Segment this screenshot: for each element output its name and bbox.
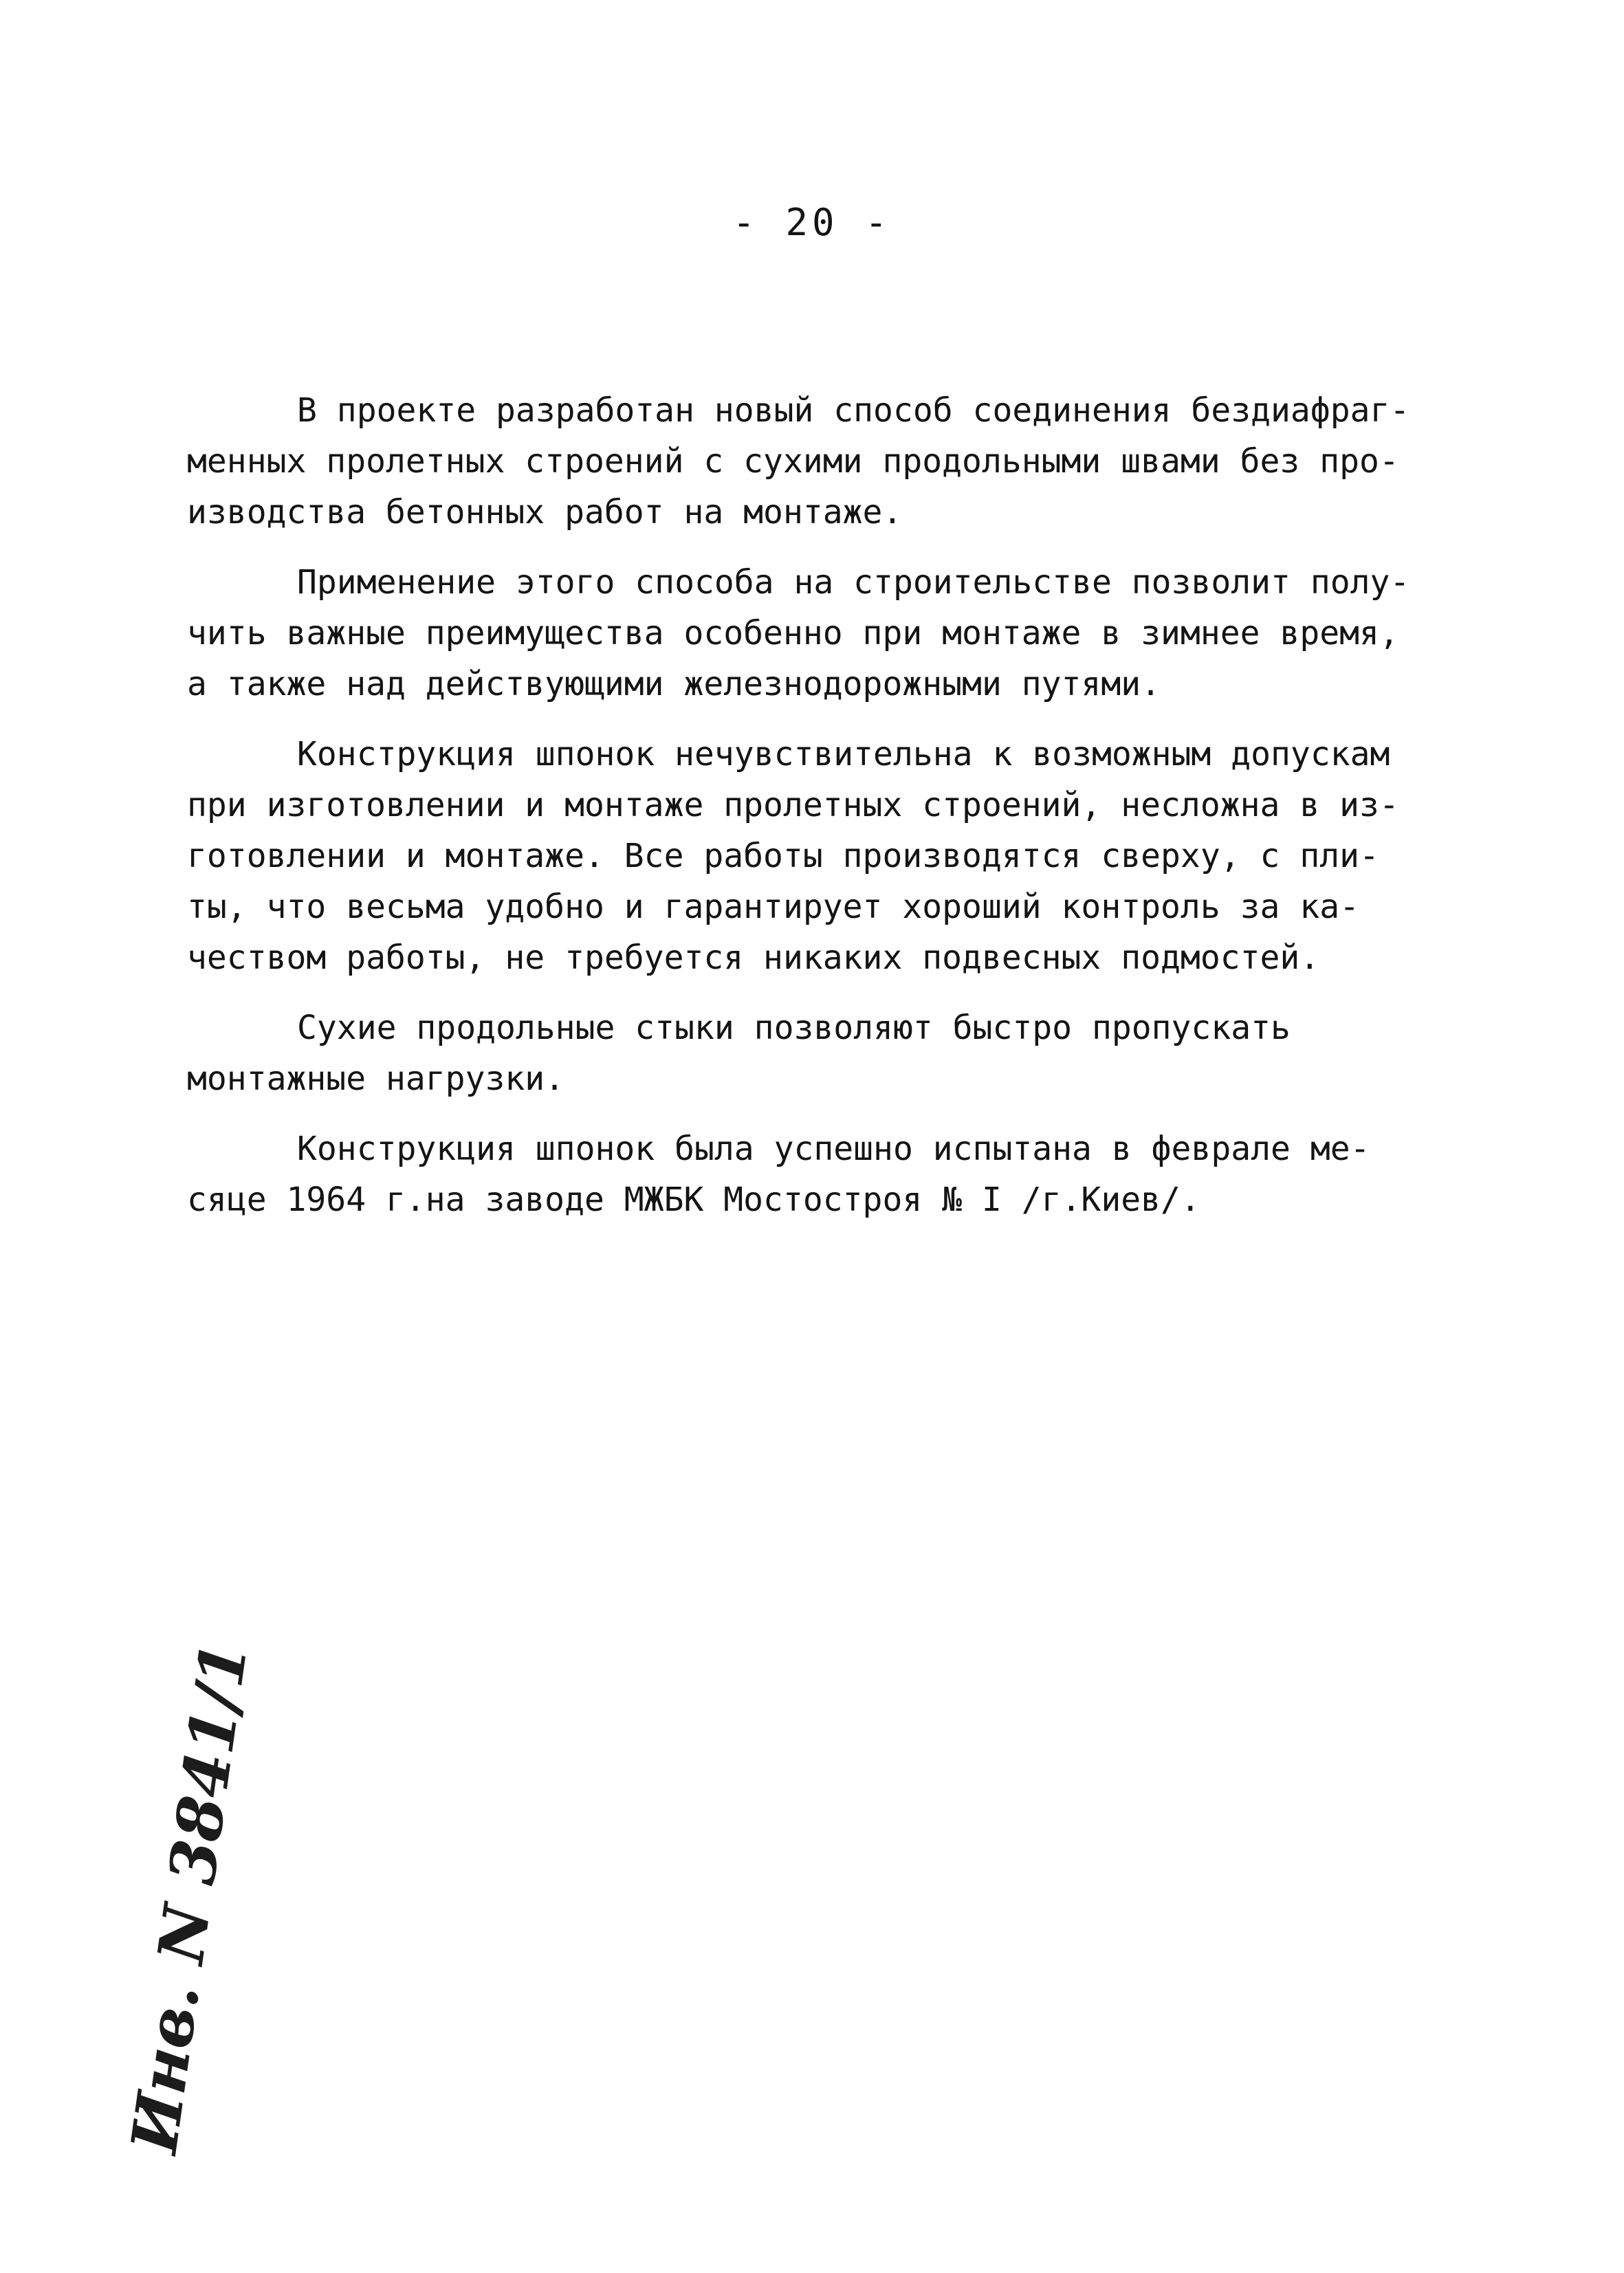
text-line: ты, что весьма удобно и гарантирует хороший контроль за ка-: [187, 888, 1360, 926]
paragraph-5: [187, 1123, 1514, 1225]
text-line: монтажные нагрузки.: [187, 1059, 565, 1098]
text-line: готовлении и монтаже. Все работы производятся сверху, с пли-: [187, 837, 1379, 875]
text-line: чеством работы, не требуется никаких подвесных подмостей.: [187, 938, 1320, 977]
text-line: а также над действующими железнодорожными путями.: [187, 665, 1161, 703]
paragraph-3: [187, 729, 1514, 983]
text-line: В проекте разработан новый способ соединения бездиафраг-: [297, 391, 1410, 430]
paragraph-4: [187, 1002, 1514, 1104]
text-line: Применение этого способа на строительстве позволит полу-: [297, 563, 1410, 602]
text-line: менных пролетных строений с сухими продольными швами без про-: [187, 442, 1399, 481]
text-line: Конструкция шпонок нечувствительна к возможным допускам: [297, 735, 1390, 773]
inventory-number-text: Инв. N 3841/1: [116, 1638, 262, 2158]
inventory-stamp: [107, 1638, 262, 2166]
text-line: при изготовлении и монтаже пролетных строений, несложна в из-: [187, 786, 1399, 824]
document-body: [187, 385, 1514, 1244]
handwritten-inventory-mark: [107, 1638, 262, 2166]
text-line: изводства бетонных работ на монтаже.: [187, 493, 903, 531]
text-line: сяце 1964 г.на заводе МЖБК Мостостроя № I /г.Киев/.: [187, 1181, 1200, 1219]
paragraph-2: [187, 557, 1514, 710]
text-line: Сухие продольные стыки позволяют быстро пропускать: [297, 1009, 1291, 1047]
paragraph-1: [187, 385, 1514, 538]
text-line: Конструкция шпонок была успешно испытана в феврале ме-: [297, 1130, 1370, 1168]
page-number: - 20 -: [732, 201, 892, 244]
text-line: чить важные преимущества особенно при монтаже в зимнее время,: [187, 614, 1399, 652]
